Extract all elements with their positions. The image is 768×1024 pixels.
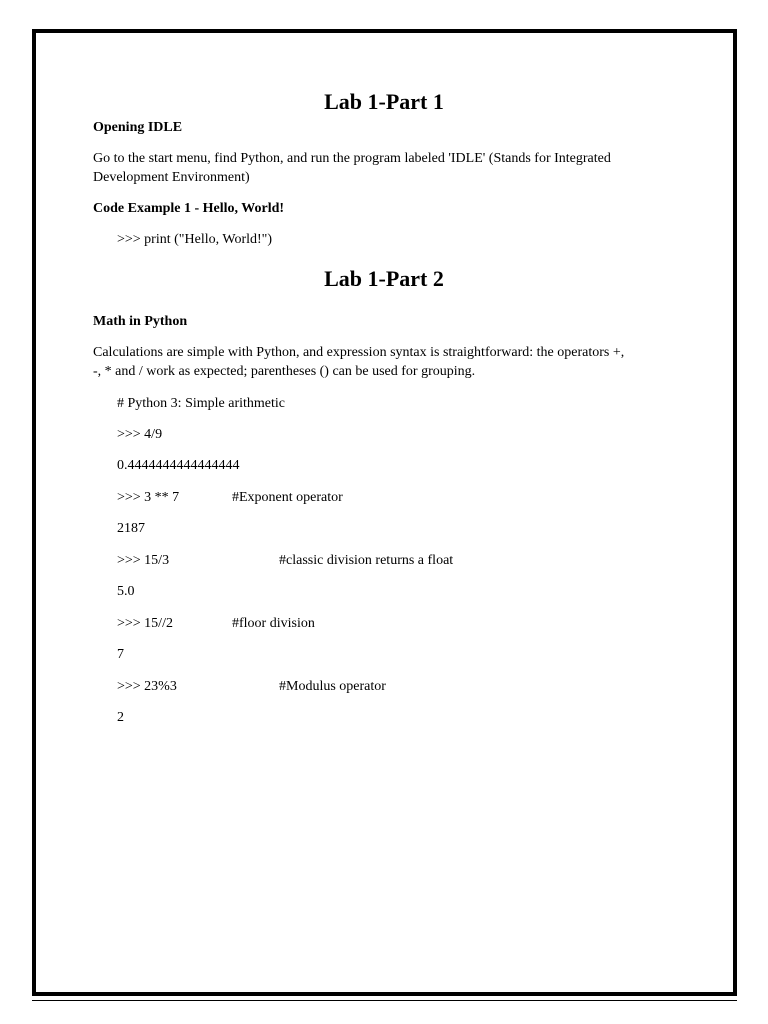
math-heading: Math in Python [93, 314, 188, 329]
opening-idle-text [93, 149, 693, 187]
code-output: 7 [117, 647, 124, 662]
part1-title: Lab 1-Part 1 [324, 89, 444, 114]
code-line: >>> 23%3 [117, 679, 177, 694]
part2-title: Lab 1-Part 2 [324, 266, 444, 291]
code-comment: #Modulus operator [279, 679, 386, 694]
code-line: >>> 15/3 [117, 553, 170, 568]
opening-idle-text-line2: Development Environment) [93, 170, 250, 185]
code-line: >>> 15//2 [117, 616, 173, 631]
code-line: >>> 3 ** 7 [117, 490, 180, 505]
code-comment: #floor division [232, 616, 315, 631]
math-intro-line2: -, * and / work as expected; parentheses () can be used for grouping. [93, 364, 476, 379]
math-intro-line1: Calculations are simple with Python, and expression syntax is straightforward: the operators +, [93, 345, 625, 360]
code-output: 2 [117, 710, 124, 725]
code-comment: #Exponent operator [232, 490, 343, 505]
math-intro-text [93, 343, 693, 381]
code-example-line: >>> print ("Hello, World!") [117, 232, 273, 247]
code-comment: #classic division returns a float [279, 553, 454, 568]
opening-idle-heading: Opening IDLE [93, 120, 183, 135]
code-line: # Python 3: Simple arithmetic [117, 396, 285, 411]
code-line: >>> 4/9 [117, 427, 163, 442]
opening-idle-text-line1: Go to the start menu, find Python, and run the program labeled 'IDLE' (Stands for Integrated [93, 151, 611, 166]
code-output: 2187 [117, 521, 145, 536]
code-output: 0.4444444444444444 [117, 458, 240, 473]
code-example-heading: Code Example 1 - Hello, World! [93, 201, 285, 216]
code-output: 5.0 [117, 584, 135, 599]
